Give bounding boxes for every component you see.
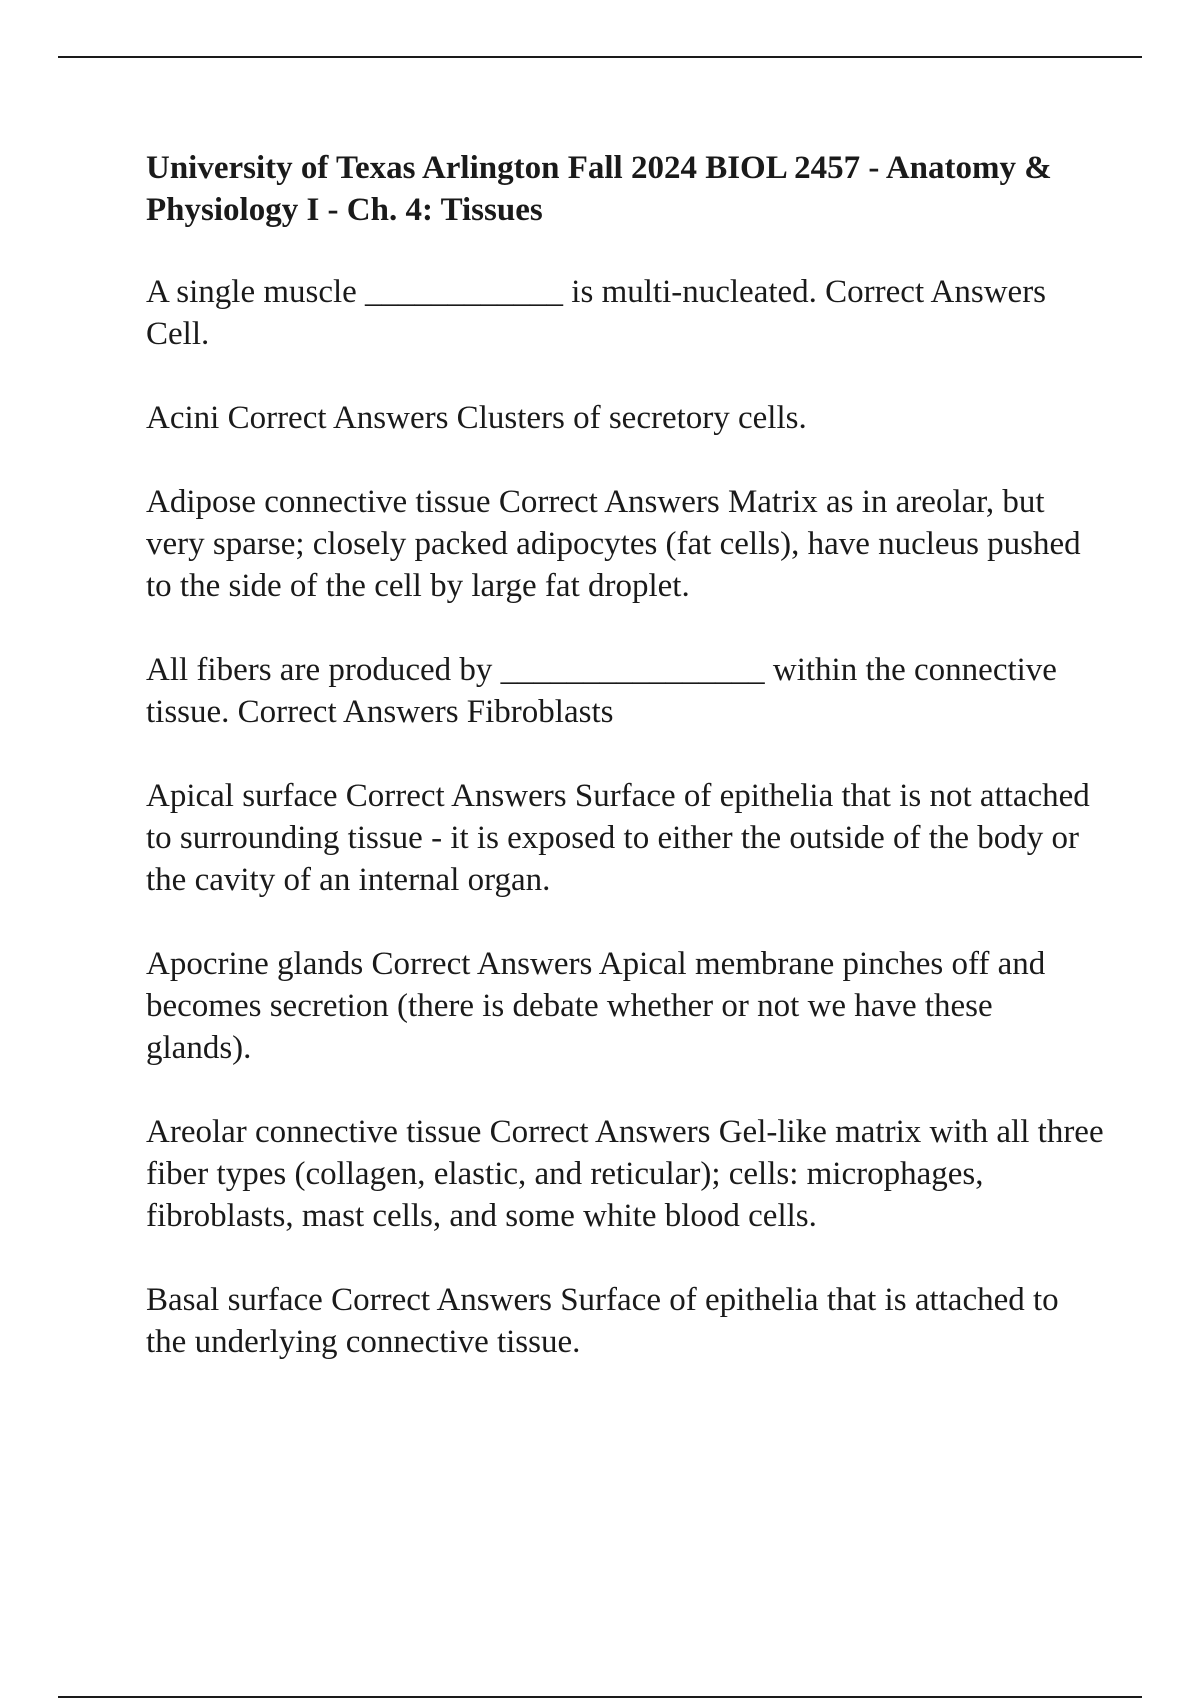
flashcard-entry: Apocrine glands Correct Answers Apical membrane pinches off and becomes secretion (there is debate whether or not we have these glands). <box>146 946 1046 1066</box>
flashcard-entry: Acini Correct Answers Clusters of secretory cells. <box>146 400 807 436</box>
flashcard-entry: Adipose connective tissue Correct Answers Matrix as in areolar, but very sparse; closely packed adipocytes (fat cells), have nucleus pushed to the side of the cell by large fat droplet. <box>146 484 1081 604</box>
top-divider <box>58 56 1142 58</box>
flashcard-entry: Apical surface Correct Answers Surface of epithelia that is not attached to surrounding tissue - it is exposed to either the outside of the body or the cavity of an internal organ. <box>146 778 1090 898</box>
flashcard-entry: Areolar connective tissue Correct Answers Gel-like matrix with all three fiber types (collagen, elastic, and reticular); cells: microphages, fibroblasts, mast cells, and some white blood cells. <box>146 1114 1104 1234</box>
document-title: University of Texas Arlington Fall 2024 BIOL 2457 - Anatomy & Physiology I - Ch. 4: Tissues <box>146 150 1052 228</box>
flashcard-entry: All fibers are produced by ________________ within the connective tissue. Correct Answers Fibroblasts <box>146 652 1057 730</box>
bottom-divider <box>58 1696 1142 1698</box>
flashcard-entry: Basal surface Correct Answers Surface of epithelia that is attached to the underlying connective tissue. <box>146 1282 1059 1360</box>
flashcard-entry: A single muscle ____________ is multi-nucleated. Correct Answers Cell. <box>146 274 1047 352</box>
document-body <box>146 147 1106 1405</box>
